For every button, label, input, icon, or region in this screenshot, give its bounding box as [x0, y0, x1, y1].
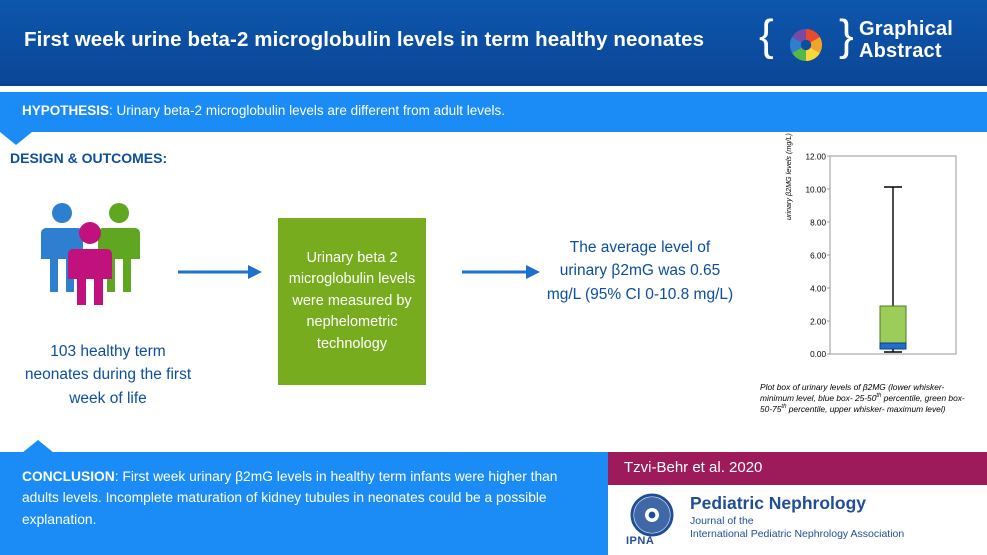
- upper-box-green: [880, 306, 906, 343]
- conclusion-band-pointer: [22, 440, 54, 453]
- brace-left-icon: {: [759, 11, 774, 60]
- chart-caption-sup2: th: [781, 404, 787, 411]
- y-tick-4: 4.00: [810, 284, 826, 294]
- y-tick-0: 0.00: [810, 350, 826, 359]
- hypothesis-body: : Urinary beta-2 microglobulin levels are different from adult levels.: [109, 103, 505, 118]
- method-box: [278, 218, 426, 385]
- hypothesis-label: HYPOTHESIS: [22, 103, 110, 118]
- chart-caption-part3: percentile, upper whisker- maximum level): [786, 404, 946, 415]
- page-title: First week urine beta-2 microglobulin levels in term healthy neonates: [24, 28, 705, 51]
- method-box-text: Urinary beta 2 microglobulin levels were measured by nephelometric technology: [288, 249, 416, 352]
- hypothesis-text: [22, 103, 505, 118]
- conclusion-text: [22, 466, 592, 530]
- arrow-right-icon-2: [462, 262, 540, 282]
- logo-word-abstract: Abstract: [859, 40, 942, 63]
- brace-right-icon: }: [839, 11, 854, 60]
- conclusion-label: CONCLUSION: [22, 469, 115, 484]
- result-text: The average level of urinary β2mG was 0.65 mg/L (95% CI 0-10.8 mg/L): [546, 239, 734, 303]
- people-group-icon: [40, 200, 150, 305]
- y-tick-8: 8.00: [810, 218, 826, 228]
- journal-title: Pediatric Nephrology: [690, 493, 867, 513]
- lower-box-blue: [880, 343, 906, 349]
- hypothesis-band-pointer: [0, 132, 32, 145]
- ipna-label: IPNA: [626, 535, 655, 547]
- color-wheel-icon: [785, 24, 827, 66]
- graphical-abstract-logo: [759, 10, 969, 76]
- y-tick-2: 2.00: [810, 317, 826, 327]
- journal-subtitle-2: International Pediatric Nephrology Association: [690, 528, 905, 540]
- conclusion-body: : First week urinary β2mG levels in healthy term infants were higher than adults levels. Incomplete maturation of kidney tubules in neonates could be a possible explanation.: [22, 469, 558, 527]
- arrow-right-icon-1: [178, 262, 262, 282]
- title-bar: [0, 0, 987, 86]
- design-outcomes-label: DESIGN & OUTCOMES:: [10, 150, 168, 166]
- journal-subtitle-1: Journal of the: [690, 515, 754, 527]
- logo-word-graphical: Graphical: [859, 18, 954, 40]
- hypothesis-band: [0, 92, 987, 132]
- chart-caption: [760, 382, 966, 415]
- cohort-caption: 103 healthy term neonates during the first week of life: [24, 343, 192, 407]
- y-tick-12: 12.00: [805, 152, 826, 162]
- y-tick-6: 6.00: [810, 251, 826, 261]
- chart-y-axis-label: urinary β2MG levels (mg/L): [784, 133, 793, 220]
- citation-text: Tzvi-Behr et al. 2020: [624, 459, 763, 476]
- y-tick-10: 10.00: [805, 185, 826, 195]
- boxplot-svg: [786, 148, 968, 378]
- boxplot-chart: [784, 133, 968, 378]
- citation-box: [608, 452, 987, 485]
- chart-caption-part1: Plot box of urinary levels of β2MG (lower whisker- minimum level, blue box- 25-50: [760, 382, 945, 404]
- chart-caption-part2: percentile, green box- 50-75: [760, 393, 965, 415]
- chart-caption-sup1: th: [876, 393, 882, 400]
- logo-wordmark: [859, 18, 953, 63]
- journal-box: [608, 485, 987, 555]
